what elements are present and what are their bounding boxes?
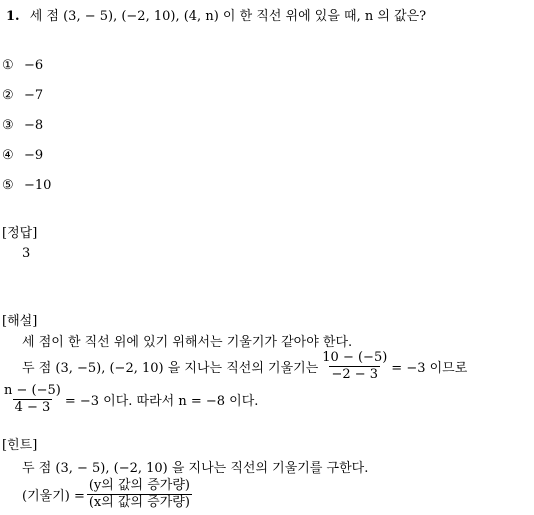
question-line — [6, 5, 426, 24]
choice-marker: ⑤ — [2, 178, 14, 193]
explanation-line-3 — [2, 384, 258, 414]
choice-marker: ② — [2, 88, 14, 103]
n-slope-fraction — [2, 384, 63, 414]
fraction-numerator: 10 − (−5) — [322, 350, 388, 365]
fraction-numerator: n − (−5) — [4, 383, 61, 398]
fraction-denominator: (x의 값의 증가량) — [88, 494, 190, 510]
choice-3[interactable] — [2, 118, 43, 133]
choice-value: −7 — [24, 88, 44, 103]
choice-marker: ④ — [2, 148, 14, 163]
choice-marker: ③ — [2, 118, 14, 133]
hint-line-1: 두 점 (3, − 5), (−2, 10) 을 지나는 직선의 기울기를 구한다. — [22, 461, 369, 476]
answer-value: 3 — [22, 246, 31, 261]
formula-lhs: (기울기) = — [22, 488, 85, 504]
explanation-line-2 — [22, 351, 467, 381]
explanation-heading: [해설] — [2, 314, 38, 329]
hint-heading: [힌트] — [2, 438, 38, 453]
question-number: 1. — [6, 9, 20, 24]
choice-2[interactable] — [2, 88, 43, 103]
slope-fraction — [320, 351, 389, 381]
choice-marker: ① — [2, 58, 14, 73]
explanation-line-3-text: = −3 이다. 따라서 n = −8 이다. — [64, 393, 259, 409]
choice-value: −6 — [24, 58, 44, 73]
choice-value: −8 — [24, 118, 44, 133]
slope-definition-fraction — [87, 479, 192, 509]
answer-heading: [정답] — [2, 226, 38, 241]
choice-value: −9 — [24, 148, 44, 163]
explanation-line-2-text: 두 점 (3, −5), (−2, 10) 을 지나는 직선의 기울기는 — [22, 360, 319, 376]
choice-1[interactable] — [2, 58, 43, 73]
hint-formula — [22, 479, 194, 509]
question-text: 세 점 (3, − 5), (−2, 10), (4, n) 이 한 직선 위에 있을 때, n 의 값은? — [29, 9, 427, 24]
fraction-denominator: 4 − 3 — [14, 399, 51, 415]
fraction-numerator: (y의 값의 증가량) — [88, 478, 190, 493]
fraction-denominator: −2 − 3 — [331, 366, 379, 382]
choice-4[interactable] — [2, 148, 43, 163]
choice-5[interactable] — [2, 178, 51, 193]
explanation-line-2-suffix: = −3 이므로 — [391, 360, 468, 376]
explanation-line-1: 세 점이 한 직선 위에 있기 위해서는 기울기가 같아야 한다. — [22, 335, 353, 350]
choice-value: −10 — [24, 178, 52, 193]
